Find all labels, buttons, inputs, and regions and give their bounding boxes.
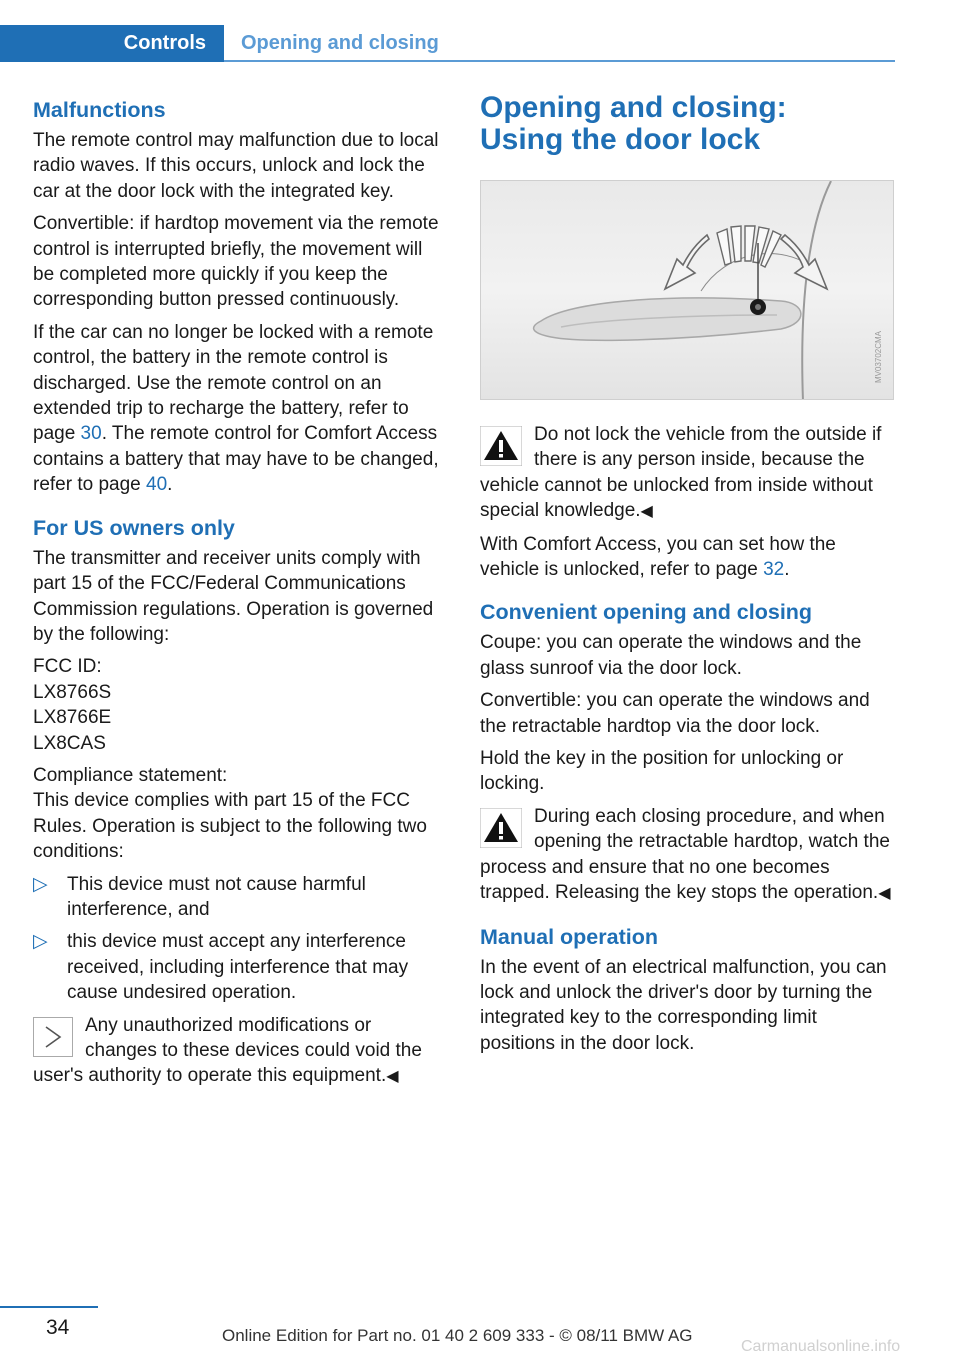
page-number: 34 [46, 1316, 70, 1339]
warning-block: During each closing procedure, and when opening the retractable hardtop, watch the process and ensure that no one becomes trapped. Releasing the key stops the operation.◀ [480, 805, 891, 904]
footer-rule [0, 1306, 98, 1308]
malfunctions-heading: Malfunctions [33, 98, 166, 122]
page-header [0, 0, 895, 62]
watermark: Carmanualsonline.info [741, 1338, 901, 1355]
manual-operation-paragraph: In the event of an electrical malfunction, you can lock and unlock the driver's door by turning the integrated key to the corresponding limit positions in the door lock. [480, 956, 887, 1054]
comfort-access-paragraph: With Comfort Access, you can set how the vehicle is unlocked, refer to page 32. [480, 533, 836, 581]
manual-operation-heading: Manual operation [480, 924, 658, 949]
end-mark-icon: ◀ [878, 885, 891, 903]
triangle-bullet-icon: ▷ [33, 931, 48, 953]
fcc-id: LX8766S [33, 681, 112, 703]
compliance-block: Compliance statement: This device complies with part 15 of the FCC Rules. Operation is subject to the following two conditions: [33, 764, 427, 863]
left-column [33, 96, 446, 1097]
header-rule [224, 60, 895, 62]
list-item: ▷ This device must not cause harmful interference, and [33, 873, 366, 920]
page-link-40[interactable]: 40 [146, 474, 168, 496]
fcc-id-block: FCC ID: LX8766S LX8766E LX8CAS [33, 656, 112, 754]
convenient-paragraph-3: Hold the key in the position for unlocking or locking. [480, 748, 844, 795]
malfunctions-paragraph-3: If the car can no longer be locked with a remote control, the battery in the remote control is discharged. Use the remote control on an extended trip to recharge the battery, refer to page 30. The remote control for Comfort Access contains a battery that may have to be changed, refer to page 40. [33, 321, 439, 496]
list-item: ▷ this device must accept any interference received, including interference that may cause undesired operation. [33, 931, 409, 1004]
convenient-paragraph-2: Convertible: you can operate the windows and the retractable hardtop via the door lock. [480, 690, 870, 737]
fcc-id: LX8766E [33, 707, 112, 729]
door-handle-illustration [481, 181, 894, 400]
end-mark-icon: ◀ [640, 503, 653, 521]
section-tab: Controls [0, 25, 224, 62]
warning-block: Do not lock the vehicle from the outside if there is any person inside, because the vehicle cannot be unlocked from inside without special knowledge.◀ [480, 424, 882, 522]
us-owners-heading: For US owners only [33, 515, 235, 540]
notice-block: Any unauthorized modifications or changes to these devices could void the user's authority to operate this equipment.◀ [33, 1014, 422, 1087]
malfunctions-paragraph-1: The remote control may malfunction due to local radio waves. If this occurs, unlock and lock the car at the door lock with the integrated key. [33, 130, 439, 202]
page-link-32[interactable]: 32 [763, 559, 785, 581]
malfunctions-paragraph-2: Convertible: if hardtop movement via the remote control is interrupted briefly, the movement will be completed more quickly if you keep the corresponding button pressed continuously. [33, 213, 439, 311]
convenient-heading: Convenient opening and closing [480, 600, 813, 625]
page-link-30[interactable]: 30 [80, 423, 102, 445]
triangle-bullet-icon: ▷ [33, 873, 48, 895]
edition-text: Online Edition for Part no. 01 40 2 609 333 - © 08/11 BMW AG [222, 1326, 693, 1345]
chapter-title: Opening and closing [241, 32, 439, 54]
main-heading: Opening and closing: Using the door lock [480, 91, 787, 156]
right-column [480, 92, 896, 1063]
us-owners-paragraph: The transmitter and receiver units comply with part 15 of the FCC/Federal Communications Commission regulations. Operation is governed by the following: [33, 547, 434, 645]
note-icon [33, 1017, 73, 1057]
figure-code: MV03702CMA [873, 331, 883, 384]
condition-list [33, 872, 446, 1006]
convenient-paragraph-1: Coupe: you can operate the windows and the glass sunroof via the door lock. [480, 632, 862, 679]
warning-triangle-icon [480, 808, 522, 848]
fcc-id: LX8CAS [33, 732, 106, 754]
warning-triangle-icon [480, 426, 522, 466]
end-mark-icon: ◀ [386, 1068, 399, 1086]
door-lock-figure [480, 180, 894, 400]
